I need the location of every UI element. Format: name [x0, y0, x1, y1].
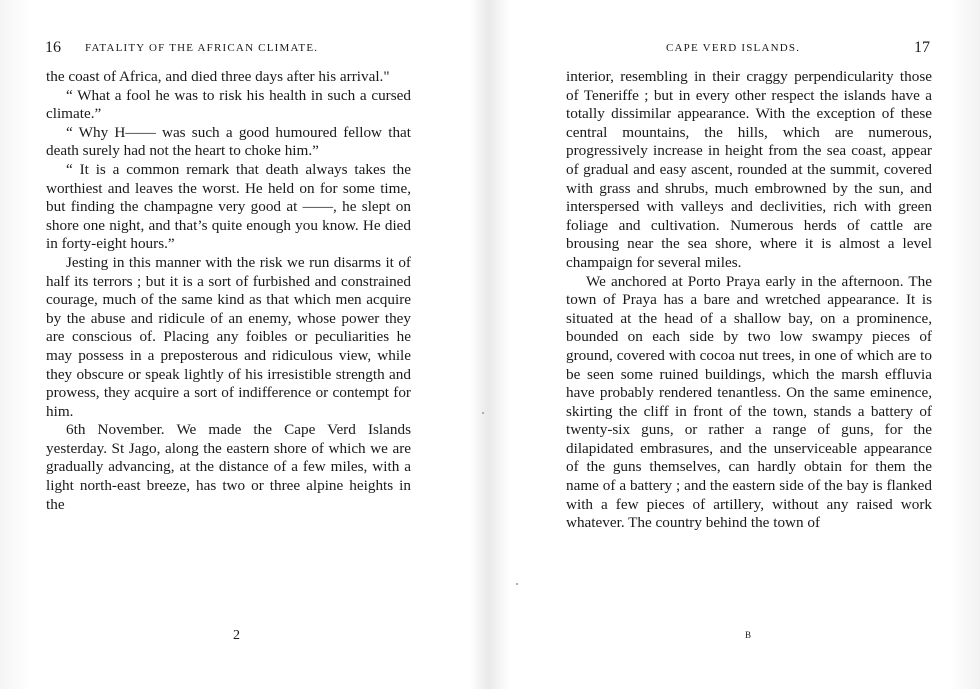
gutter-speck: [516, 583, 518, 585]
right-signature-mark: B: [745, 630, 753, 640]
left-paragraph: Jesting in this manner with the risk we run disarms it of half its terrors ; but it is a sort of furbished and constrained courage, much of the same kind as that which men acquire by the abuse and ridicule of an enemy, whose power they are conscious of. Placing any foibles or peculiarities he may possess in a preposterous and ridiculous view, while they obscure or speak lightly of his irresistible strength and prowess, they acquire a sort of indifference or contempt for him.: [46, 253, 411, 420]
left-running-head: [45, 38, 415, 58]
right-body-text: [566, 68, 932, 533]
right-paragraph: We anchored at Porto Praya early in the afternoon. The town of Praya has a bare and wretched appearance. It is situated at the head of a shallow bay, on a prominence, bounded on each side by two low swampy pieces of ground, covered with cocoa nut trees, in one of which are to be seen some ruined buildings, which the marsh effluvia have probably rendered tenantless. On the same eminence, skirting the cliff in front of the town, stands a battery of twenty-six guns, or rather a range of guns, for the dilapidated embrasures, and the unserviceable appearance of the guns themselves, can hardly obtain for them the name of a battery ; and the eastern side of the bay is flanked with a few pieces of artillery, without any raised work whatever. The country behind the town of: [566, 272, 932, 532]
left-paragraph: 6th November. We made the Cape Verd Islands yesterday. St Jago, along the eastern shore of which we are gradually advancing, at the distance of a few miles, with a light north-east breeze, has two or three alpine heights in the: [46, 421, 411, 513]
left-running-title: FATALITY OF THE AFRICAN CLIMATE.: [85, 42, 319, 54]
gutter-speck: [482, 412, 484, 414]
left-paragraph: “ What a fool he was to risk his health in such a cursed climate.”: [46, 86, 411, 123]
right-running-title: CAPE VERD ISLANDS.: [666, 42, 801, 54]
left-body-text: [46, 68, 411, 514]
right-paragraph: interior, resembling in their craggy perpendicularity those of Teneriffe ; but in every other respect the islands have a totally dissimilar appearance. With the exception of these central mountains, the hills, which are numerous, progressively increase in height from the sea coast, appear of gradual and easy ascent, rounded at the summit, covered with grass and shrubs, much embrowned by the sun, and interspersed with valleys and declivities, rich with green foliage and cultivation. Numerous herds of cattle are brousing near the sea shore, where it is almost a level champaign for several miles.: [566, 68, 932, 271]
left-paragraph: “ Why H—— was such a good humoured fellow that death surely had not the heart to choke him.”: [46, 123, 411, 160]
right-page: [490, 0, 980, 689]
right-page-number: 17: [914, 39, 930, 56]
left-signature-mark: 2: [233, 628, 240, 643]
right-running-head: [566, 38, 930, 58]
left-paragraph: “ It is a common remark that death always takes the worthiest and leaves the worst. He held on for some time, but finding the champagne very good at ——, he slept on shore one night, and that’s quite enough you know. He died in forty-eight hours.”: [46, 160, 411, 253]
left-paragraph: the coast of Africa, and died three days after his arrival.": [46, 68, 390, 85]
left-page: [0, 0, 488, 689]
left-page-number: 16: [45, 39, 61, 56]
